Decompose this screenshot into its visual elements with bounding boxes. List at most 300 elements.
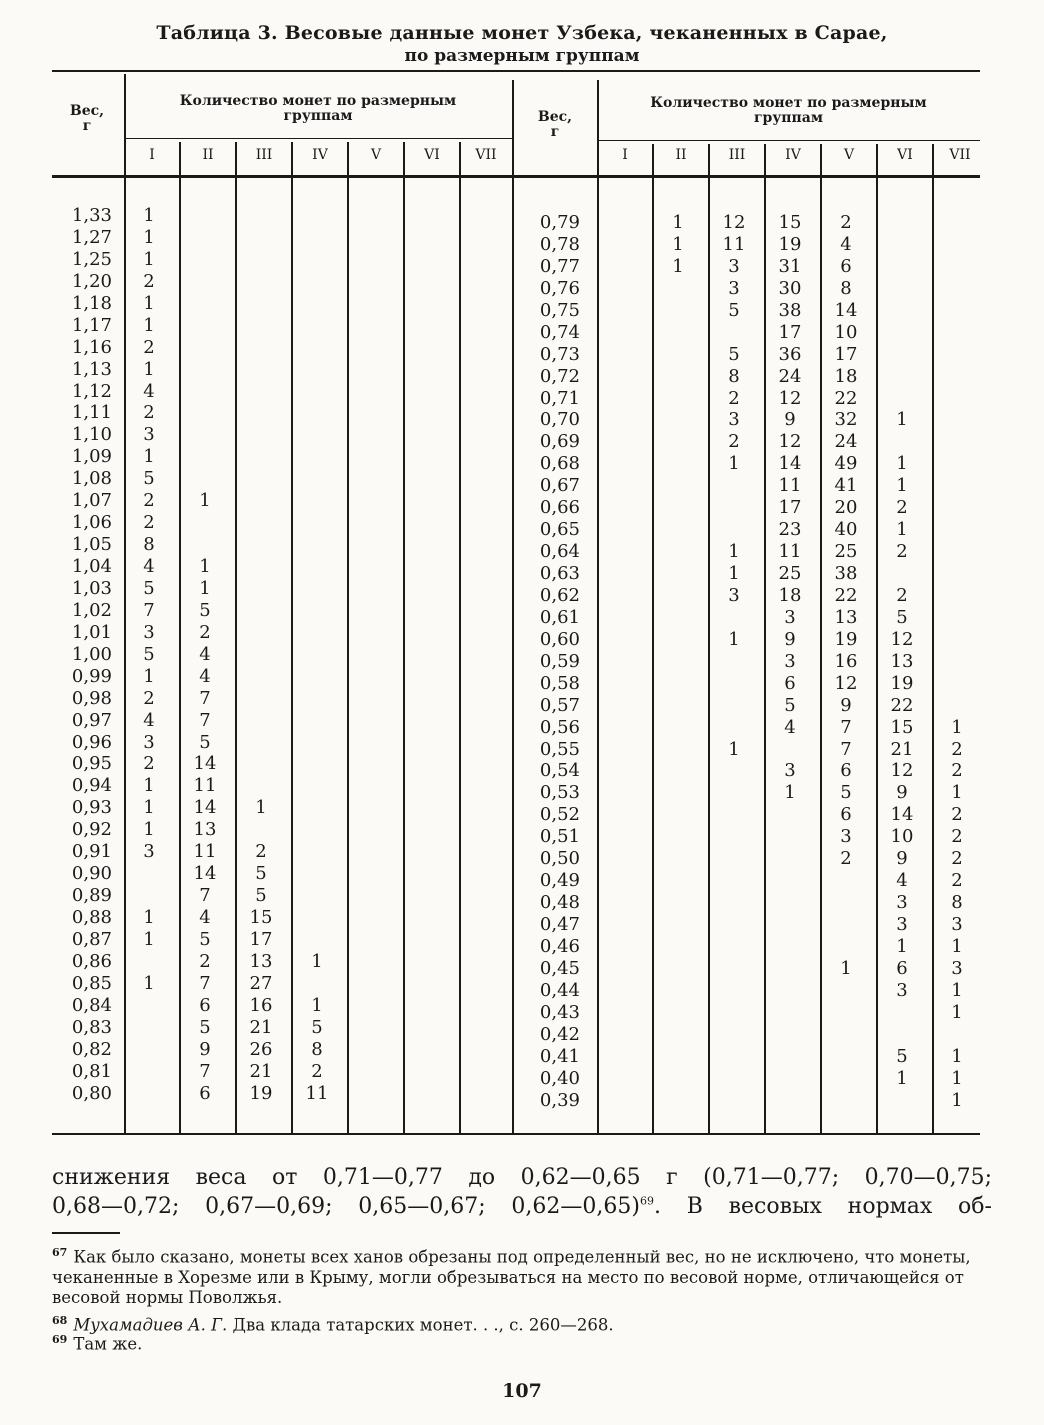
weight-cell: 1,09 (71, 446, 112, 468)
count-cell: 1 (896, 935, 908, 957)
count-cell: 2 (951, 804, 963, 826)
footnote-mark: 69 (52, 1333, 68, 1346)
count-cell: 1 (896, 519, 908, 541)
count-cell: 6 (840, 255, 852, 277)
count-header-right: Количество монет по размерным группам (650, 95, 927, 126)
count-cell: 7 (199, 709, 211, 731)
weight-cell: 1,12 (71, 380, 112, 402)
count-cell (597, 629, 647, 651)
count-cell: 1 (143, 358, 155, 380)
count-cell (404, 271, 454, 293)
weight-cell: 1,13 (71, 358, 112, 380)
count-cell (653, 1090, 703, 1112)
count-cell (404, 381, 454, 403)
count-cell: 1 (951, 935, 963, 957)
count-cell (460, 578, 506, 600)
weight-cell: 0,59 (539, 650, 580, 672)
count-cell: 24 (834, 431, 858, 453)
count-cell (821, 892, 871, 914)
count-cell: 3 (728, 255, 740, 277)
count-cell (348, 753, 398, 775)
count-cell (765, 1024, 815, 1046)
right-count-column-iv (765, 212, 815, 1111)
count-cell (236, 249, 286, 271)
count-cell (597, 914, 647, 936)
left-group-header-i: I (149, 147, 155, 163)
count-cell (821, 1024, 871, 1046)
count-cell: 5 (199, 928, 211, 950)
count-cell (348, 1039, 398, 1061)
weight-cell: 0,94 (71, 775, 112, 797)
count-cell: 1 (672, 212, 684, 233)
count-cell (877, 388, 927, 410)
count-cell (460, 995, 506, 1017)
count-cell (348, 205, 398, 227)
count-cell (348, 534, 398, 556)
left-group-header-iv: IV (312, 147, 328, 163)
count-cell (597, 300, 647, 322)
count-cell: 7 (199, 687, 211, 709)
count-cell (653, 739, 703, 761)
count-cell (597, 739, 647, 761)
footnote-mark: 68 (52, 1314, 68, 1327)
count-cell (404, 622, 454, 644)
footnote-68: $^{68}$ Мухамадиев А. Г. Два клада татарских монет. . ., с. 260—268. (52, 1314, 614, 1335)
count-cell: 1 (199, 556, 211, 577)
count-cell (933, 651, 981, 673)
count-cell (292, 973, 342, 995)
count-cell (653, 717, 703, 739)
count-cell (933, 519, 981, 541)
count-cell: 1 (728, 628, 740, 650)
count-cell: 2 (143, 687, 155, 709)
count-cell (709, 826, 759, 848)
count-cell: 8 (143, 534, 155, 556)
count-cell (877, 234, 927, 256)
count-cell: 5 (840, 782, 852, 804)
weight-cell: 0,95 (71, 753, 112, 775)
count-cell (180, 468, 230, 490)
right-group-header-i: I (622, 147, 628, 163)
count-cell (653, 541, 703, 563)
count-cell (124, 885, 174, 907)
count-cell (180, 293, 230, 315)
count-cell: 7 (840, 738, 852, 760)
count-cell (292, 644, 342, 666)
count-cell (236, 402, 286, 424)
count-cell (460, 907, 506, 929)
count-cell (460, 951, 506, 973)
count-cell: 2 (951, 760, 963, 782)
count-cell: 1 (951, 1001, 963, 1023)
count-cell (292, 578, 342, 600)
count-cell (597, 804, 647, 826)
count-cell (597, 980, 647, 1002)
count-cell (877, 366, 927, 388)
count-cell (348, 951, 398, 973)
count-cell (292, 732, 342, 754)
count-cell: 3 (951, 957, 963, 979)
count-cell (933, 695, 981, 717)
weight-cell: 0,90 (71, 863, 112, 885)
weight-cell: 1,20 (71, 270, 112, 292)
count-cell (709, 1046, 759, 1068)
count-cell: 7 (143, 599, 155, 621)
count-cell (460, 644, 506, 666)
count-cell (597, 958, 647, 980)
count-cell (292, 688, 342, 710)
count-cell: 8 (728, 365, 740, 387)
count-cell: 7 (199, 1060, 211, 1082)
count-cell (348, 622, 398, 644)
count-cell: 18 (778, 584, 802, 606)
left-group-header-v: V (370, 147, 382, 163)
count-cell: 26 (249, 1038, 273, 1060)
count-cell (709, 695, 759, 717)
count-cell (653, 300, 703, 322)
count-cell (404, 929, 454, 951)
count-cell (124, 951, 174, 973)
count-cell (653, 1024, 703, 1046)
count-cell (765, 1002, 815, 1024)
left-group-header-vii: VII (475, 147, 497, 163)
count-cell: 7 (199, 972, 211, 994)
count-cell (292, 424, 342, 446)
count-cell (348, 446, 398, 468)
count-cell: 14 (193, 797, 217, 819)
table-subtitle: по размерным группам (404, 46, 640, 66)
count-cell: 1 (255, 797, 267, 819)
weight-cell: 0,68 (539, 453, 580, 475)
weight-cell: 0,85 (71, 972, 112, 994)
count-cell (765, 848, 815, 870)
weight-cell: 0,87 (71, 928, 112, 950)
count-cell (877, 212, 927, 234)
count-cell (404, 359, 454, 381)
right-group-header-ii: II (675, 147, 687, 163)
count-cell: 20 (834, 497, 858, 519)
count-cell: 30 (778, 277, 802, 299)
count-cell (460, 710, 506, 732)
count-cell (460, 666, 506, 688)
count-cell (124, 1017, 174, 1039)
weight-cell: 0,50 (539, 848, 580, 870)
count-cell: 1 (951, 979, 963, 1001)
count-cell (653, 914, 703, 936)
count-cell (653, 453, 703, 475)
left-count-column-vii (460, 205, 506, 1104)
count-cell (236, 381, 286, 403)
left-weight-column (52, 205, 112, 1104)
count-cell (236, 271, 286, 293)
count-cell (653, 1002, 703, 1024)
right-count-column-v (821, 212, 871, 1111)
count-cell: 1 (951, 1067, 963, 1089)
weight-cell: 0,70 (539, 409, 580, 431)
count-cell (180, 227, 230, 249)
count-cell: 3 (143, 621, 155, 643)
count-cell (292, 271, 342, 293)
count-cell (292, 402, 342, 424)
count-cell: 1 (143, 972, 155, 994)
count-cell: 25 (834, 541, 858, 563)
count-cell (404, 951, 454, 973)
weight-cell: 1,06 (71, 512, 112, 534)
count-cell: 3 (728, 584, 740, 606)
count-cell (933, 673, 981, 695)
count-cell (877, 563, 927, 585)
count-cell (348, 359, 398, 381)
body-text (52, 1163, 992, 1221)
count-cell (597, 760, 647, 782)
count-cell: 9 (199, 1038, 211, 1060)
count-cell: 14 (834, 299, 858, 321)
count-cell: 5 (255, 863, 267, 885)
count-cell: 2 (951, 738, 963, 760)
count-cell (348, 293, 398, 315)
count-cell (709, 958, 759, 980)
count-cell (460, 688, 506, 710)
weight-cell: 0,73 (539, 343, 580, 365)
weight-cell: 1,08 (71, 468, 112, 490)
count-cell (597, 519, 647, 541)
count-cell: 25 (778, 563, 802, 584)
count-cell (933, 453, 981, 475)
count-cell: 14 (193, 753, 217, 775)
count-cell (180, 512, 230, 534)
count-cell: 12 (722, 212, 746, 233)
count-cell: 19 (890, 672, 914, 694)
count-cell (765, 1046, 815, 1068)
weight-cell: 0,60 (539, 628, 580, 650)
table-title: Таблица 3. Весовые данные монет Узбека, чеканенных в Сарае, (156, 22, 888, 44)
count-cell (933, 300, 981, 322)
count-cell (236, 315, 286, 337)
count-cell: 5 (143, 577, 155, 599)
count-cell: 2 (951, 826, 963, 848)
count-cell: 3 (728, 409, 740, 431)
right-count-column-vii (933, 212, 981, 1111)
count-cell (348, 271, 398, 293)
count-cell: 14 (890, 804, 914, 826)
right-group-header-iv: IV (785, 147, 801, 163)
count-cell: 2 (896, 584, 908, 606)
count-cell (597, 1068, 647, 1090)
count-cell (404, 753, 454, 775)
count-cell (933, 366, 981, 388)
count-cell (877, 300, 927, 322)
count-cell (933, 344, 981, 366)
count-cell (933, 431, 981, 453)
count-cell (460, 753, 506, 775)
count-cell (460, 337, 506, 359)
left-count-column-ii (180, 205, 230, 1104)
count-cell: 1 (143, 292, 155, 314)
left-count-column-iii (236, 205, 286, 1104)
count-cell: 5 (728, 299, 740, 321)
count-cell (404, 688, 454, 710)
count-cell (348, 732, 398, 754)
count-cell: 13 (834, 606, 858, 628)
count-cell (821, 936, 871, 958)
count-cell (348, 249, 398, 271)
count-cell (709, 475, 759, 497)
weight-cell: 0,74 (539, 321, 580, 343)
count-cell: 5 (143, 643, 155, 665)
footnote-ref-69[interactable]: 69 (639, 1194, 654, 1208)
weight-cell: 0,41 (539, 1045, 580, 1067)
weight-cell: 0,82 (71, 1038, 112, 1060)
weight-cell: 0,55 (539, 738, 580, 760)
count-cell: 17 (778, 497, 802, 519)
count-cell (597, 651, 647, 673)
count-cell (597, 673, 647, 695)
count-cell (653, 804, 703, 826)
count-cell: 9 (784, 628, 796, 650)
count-cell: 2 (199, 621, 211, 643)
count-cell (821, 870, 871, 892)
weight-cell: 1,27 (71, 226, 112, 248)
count-cell (404, 468, 454, 490)
count-cell: 3 (896, 914, 908, 935)
count-cell (292, 666, 342, 688)
count-cell (236, 775, 286, 797)
count-cell: 2 (199, 950, 211, 972)
count-cell: 5 (896, 1045, 908, 1067)
weight-cell: 0,49 (539, 870, 580, 892)
count-cell (348, 775, 398, 797)
count-cell (653, 892, 703, 914)
count-cell (709, 936, 759, 958)
weight-cell: 0,53 (539, 782, 580, 804)
count-cell (236, 666, 286, 688)
count-cell (348, 797, 398, 819)
count-cell (933, 409, 981, 431)
weight-cell: 1,33 (71, 205, 112, 226)
weight-cell: 0,65 (539, 519, 580, 541)
count-cell (709, 848, 759, 870)
count-cell (348, 337, 398, 359)
count-cell: 19 (778, 233, 802, 255)
count-cell (404, 841, 454, 863)
right-group-header-v: V (843, 147, 855, 163)
body-line-1: снижения веса от 0,71—0,77 до 0,62—0,65 г (0,71—0,77; 0,70—0,75; (52, 1165, 992, 1190)
count-cell (292, 446, 342, 468)
count-cell (404, 337, 454, 359)
count-cell (460, 775, 506, 797)
count-cell: 1 (143, 797, 155, 819)
count-cell (877, 322, 927, 344)
count-cell (460, 512, 506, 534)
weight-cell: 0,98 (71, 687, 112, 709)
count-cell (460, 446, 506, 468)
weight-cell: 0,54 (539, 760, 580, 782)
count-cell (709, 322, 759, 344)
count-cell: 13 (249, 950, 273, 972)
count-cell (180, 337, 230, 359)
count-cell (292, 381, 342, 403)
weight-cell: 0,89 (71, 885, 112, 907)
count-cell (877, 278, 927, 300)
weight-cell: 1,11 (71, 402, 112, 424)
count-cell (933, 585, 981, 607)
count-cell (460, 841, 506, 863)
weight-header-right: Вес, г (537, 109, 573, 140)
count-cell: 7 (199, 885, 211, 907)
weight-cell: 0,58 (539, 672, 580, 694)
count-cell (292, 775, 342, 797)
count-cell (124, 995, 174, 1017)
count-cell (348, 819, 398, 841)
count-cell (404, 578, 454, 600)
count-cell: 6 (784, 672, 796, 694)
count-cell (460, 381, 506, 403)
count-cell (404, 490, 454, 512)
count-cell: 6 (840, 760, 852, 782)
count-cell: 4 (199, 643, 211, 665)
count-cell (653, 278, 703, 300)
count-cell (653, 1068, 703, 1090)
count-cell (404, 424, 454, 446)
footnote-mark: 67 (52, 1246, 68, 1259)
count-cell (933, 212, 981, 234)
count-cell (877, 256, 927, 278)
count-cell (877, 431, 927, 453)
count-cell (653, 431, 703, 453)
weight-cell: 0,63 (539, 563, 580, 584)
count-cell (236, 534, 286, 556)
count-cell: 4 (143, 556, 155, 577)
weight-cell: 0,80 (71, 1082, 112, 1104)
count-cell: 5 (784, 694, 796, 716)
count-cell (933, 497, 981, 519)
count-cell (877, 1024, 927, 1046)
count-cell: 11 (778, 475, 802, 497)
count-cell (180, 402, 230, 424)
count-cell (460, 1061, 506, 1083)
count-cell (653, 1046, 703, 1068)
count-cell: 12 (778, 431, 802, 453)
count-cell: 3 (143, 424, 155, 446)
count-cell (653, 475, 703, 497)
count-cell (597, 1002, 647, 1024)
count-cell (348, 929, 398, 951)
count-cell: 22 (834, 387, 858, 409)
count-cell: 1 (840, 957, 852, 979)
count-cell (597, 453, 647, 475)
count-cell: 5 (143, 468, 155, 490)
count-cell (653, 958, 703, 980)
count-cell (292, 227, 342, 249)
count-cell (404, 885, 454, 907)
count-cell (292, 753, 342, 775)
weight-cell: 0,77 (539, 255, 580, 277)
count-cell (597, 497, 647, 519)
count-cell: 1 (896, 475, 908, 497)
count-cell (877, 1002, 927, 1024)
count-cell (709, 607, 759, 629)
weight-cell: 0,44 (539, 979, 580, 1001)
count-cell: 19 (834, 628, 858, 650)
count-cell (460, 315, 506, 337)
count-cell: 9 (896, 782, 908, 804)
weight-cell: 0,62 (539, 584, 580, 606)
weight-cell: 0,72 (539, 365, 580, 387)
count-cell (709, 914, 759, 936)
count-cell (933, 475, 981, 497)
weight-cell: 0,78 (539, 233, 580, 255)
count-cell: 5 (199, 1016, 211, 1038)
